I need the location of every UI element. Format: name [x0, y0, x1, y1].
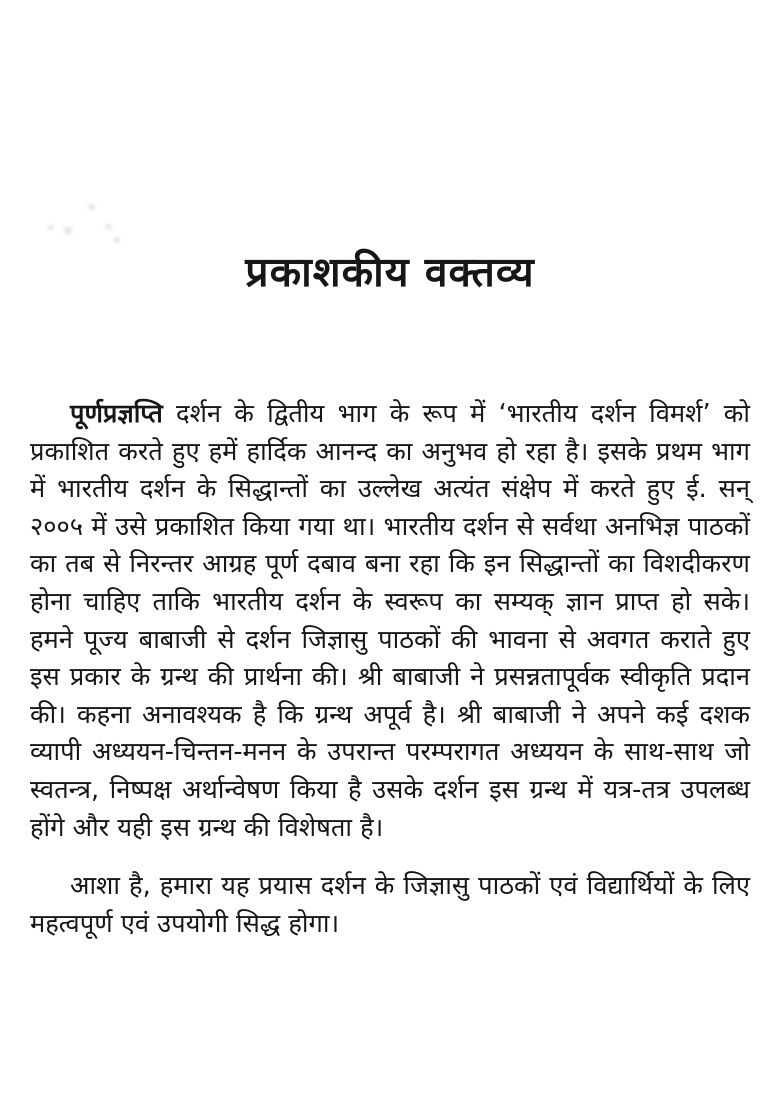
- paragraph-1-text: दर्शन के द्वितीय भाग के रूप में ‘भारतीय दर्शन विमर्श’ को प्रकाशित करते हुए हमें हार्दिक आनन्द का अनुभव हो रहा है। इसके प्रथम भाग में भारतीय दर्शन के सिद्धान्तों का उल्लेख अत्यंत संक्षेप में करते हुए ई. सन् २००५ में उसे प्रकाशित किया गया था। भारतीय दर्शन से सर्वथा अनभिज्ञ पाठकों का तब से निरन्तर आग्रह पूर्ण दबाव बना रहा कि इन सिद्धान्तों का विशदीकरण होना चाहिए ताकि भारतीय दर्शन के स्वरूप का सम्यक् ज्ञान प्राप्त हो सके। हमने पूज्य बाबाजी से दर्शन जिज्ञासु पाठकों की भावना से अवगत कराते हुए इस प्रकार के ग्रन्थ की प्रार्थना की। श्री बाबाजी ने प्रसन्नतापूर्वक स्वीकृति प्रदान की। कहना अनावश्यक है कि ग्रन्थ अपूर्व है। श्री बाबाजी ने अपने कई दशक व्यापी अध्ययन-चिन्तन-मनन के उपरान्त परम्परागत अध्ययन के साथ-साथ जो स्वतन्त्र, निष्पक्ष अर्थान्वेषण किया है उसके दर्शन इस ग्रन्थ में यत्र-तत्र उपलब्ध होंगे और यही इस ग्रन्थ की विशेषता है।: [30, 399, 750, 843]
- paragraph-1: [30, 396, 750, 847]
- page-body: [30, 396, 750, 943]
- scan-smudge: [105, 224, 112, 229]
- page-title: प्रकाशकीय वक्तव्य: [245, 248, 535, 296]
- scan-smudge: [88, 204, 95, 210]
- paragraph-1-lead-word: पूर्णप्रज्ञप्ति: [70, 399, 163, 429]
- scan-smudge: [114, 237, 120, 243]
- paragraph-2-text: आशा है, हमारा यह प्रयास दर्शन के जिज्ञासु पाठकों एवं विद्यार्थियों के लिए महत्वपूर्ण एवं उपयोगी सिद्ध होगा।: [30, 871, 750, 939]
- scan-smudge: [48, 225, 54, 230]
- scan-smudge: [64, 227, 72, 234]
- paragraph-2: [30, 868, 750, 943]
